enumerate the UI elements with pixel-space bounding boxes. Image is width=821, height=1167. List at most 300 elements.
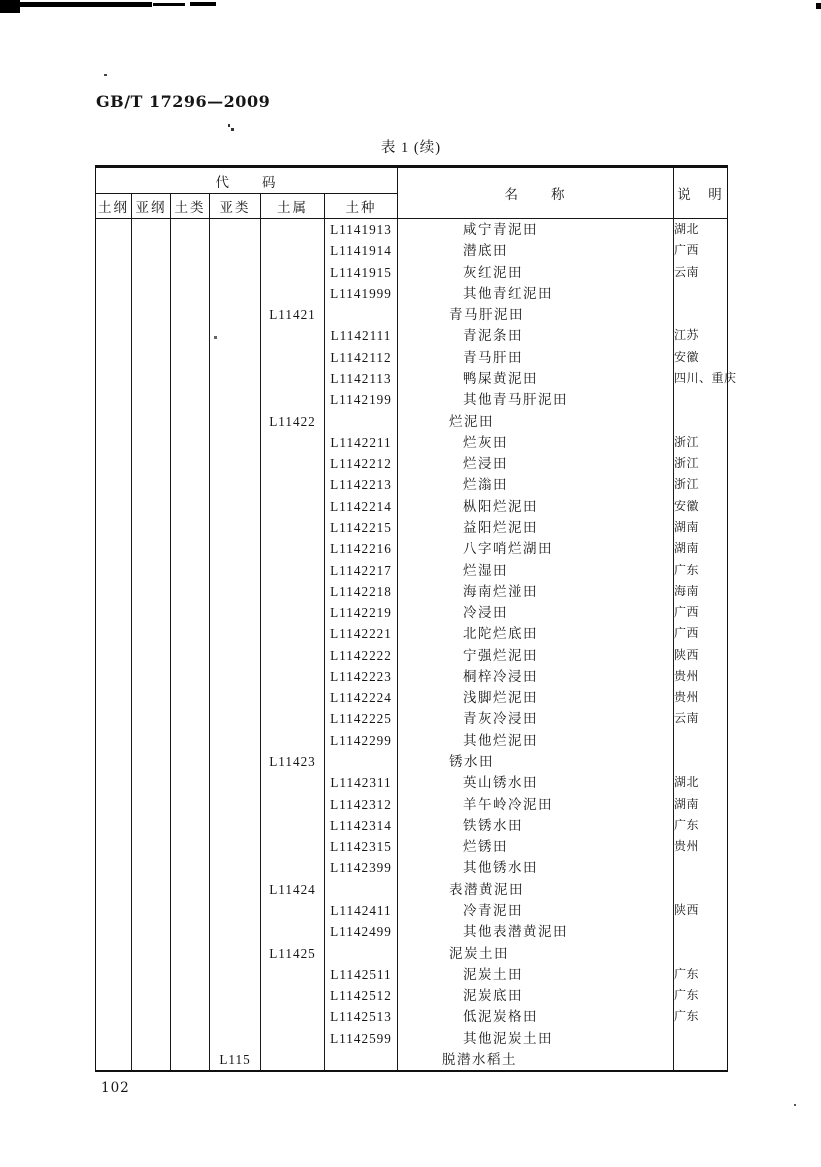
cell-name: 其他泥炭土田 [398,1028,674,1049]
cell-empty [261,538,325,559]
cell-name: 鸭屎黄泥田 [398,368,674,389]
cell-empty [96,751,132,772]
table-body [96,219,737,1072]
table-row [96,921,728,942]
cell-note: 广东 [674,1006,728,1027]
cell-empty [261,623,325,644]
cell-name: 灰红泥田 [398,262,674,283]
cell-code-zhong: L1141914 [325,240,398,261]
cell-empty [210,687,261,708]
cell-empty [96,964,132,985]
cell-empty [261,347,325,368]
cell-empty [261,985,325,1006]
cell-empty [171,666,210,687]
cell-name: 泥炭土田 [398,964,674,985]
cell-empty [261,815,325,836]
cell-empty [132,1049,171,1071]
cell-code-yalei: L115 [210,1049,261,1071]
cell-empty [96,857,132,878]
cell-empty [210,474,261,495]
cell-empty [132,347,171,368]
cell-note: 湖南 [674,538,728,559]
cell-code-zhong: L1142112 [325,347,398,368]
cell-note: 广西 [674,602,728,623]
cell-empty [132,432,171,453]
cell-empty [96,1049,132,1071]
cell-code-zhong: L1142218 [325,581,398,602]
cell-empty [96,985,132,1006]
col-header-name: 名 称 [398,167,674,219]
cell-empty [171,857,210,878]
cell-empty [132,453,171,474]
cell-name: 泥炭底田 [398,985,674,1006]
table-row [96,602,728,623]
cell-empty [96,325,132,346]
cell-name: 泥炭土田 [398,943,674,964]
table-row [96,368,728,389]
cell-note [674,411,728,432]
cell-empty [261,964,325,985]
cell-empty [210,708,261,729]
cell-empty [96,432,132,453]
cell-empty [171,964,210,985]
cell-empty [210,602,261,623]
cell-empty [210,219,261,241]
cell-empty [210,879,261,900]
cell-code-zhong: L1142512 [325,985,398,1006]
cell-name: 烂锈田 [398,836,674,857]
cell-empty [210,347,261,368]
table-row [96,943,728,964]
cell-note: 广东 [674,985,728,1006]
standard-number: GB/T 17296—2009 [96,92,271,111]
cell-empty [132,496,171,517]
cell-code-shu: L11424 [261,879,325,900]
cell-empty [261,836,325,857]
cell-empty [171,602,210,623]
cell-empty [261,368,325,389]
col-header-yalei: 亚类 [210,194,261,219]
cell-code-shu: L11421 [261,304,325,325]
cell-empty [210,645,261,666]
cell-empty [171,411,210,432]
cell-empty [171,283,210,304]
cell-empty [261,517,325,538]
cell-empty [261,900,325,921]
cell-empty [132,879,171,900]
cell-empty [96,794,132,815]
cell-empty [261,432,325,453]
cell-empty [96,687,132,708]
cell-empty [132,219,171,241]
table-row [96,581,728,602]
cell-empty [210,964,261,985]
cell-name: 冷青泥田 [398,900,674,921]
cell-empty [325,943,398,964]
col-header-note: 说 明 [674,167,728,219]
cell-empty [171,794,210,815]
cell-empty [96,900,132,921]
cell-empty [261,262,325,283]
table-row [96,794,728,815]
cell-empty [210,262,261,283]
cell-empty [96,411,132,432]
cell-empty [132,262,171,283]
cell-empty [132,943,171,964]
cell-empty [171,453,210,474]
cell-note: 云南 [674,708,728,729]
table-row [96,325,728,346]
cell-note: 海南 [674,581,728,602]
cell-code-zhong: L1142221 [325,623,398,644]
table-row [96,964,728,985]
cell-name: 锈水田 [398,751,674,772]
cell-empty [132,794,171,815]
cell-empty [171,815,210,836]
cell-empty [132,921,171,942]
cell-empty [171,772,210,793]
cell-empty [171,368,210,389]
table-row [96,1028,728,1049]
cell-empty [210,304,261,325]
cell-note: 贵州 [674,836,728,857]
cell-empty [132,645,171,666]
cell-code-zhong: L1142399 [325,857,398,878]
cell-empty [210,772,261,793]
cell-name: 浅脚烂泥田 [398,687,674,708]
cell-empty [210,836,261,857]
cell-empty [96,517,132,538]
table-row [96,304,728,325]
table-row [96,836,728,857]
cell-empty [171,325,210,346]
table-row [96,560,728,581]
cell-empty [132,900,171,921]
cell-code-shu: L11425 [261,943,325,964]
cell-empty [171,708,210,729]
cell-note [674,283,728,304]
cell-empty [210,325,261,346]
cell-code-zhong: L1142312 [325,794,398,815]
scan-artifact [794,1104,796,1106]
cell-empty [261,1006,325,1027]
header-row-group [96,167,728,194]
cell-note [674,1028,728,1049]
cell-empty [171,1006,210,1027]
scan-artifact [231,128,234,131]
cell-empty [171,900,210,921]
cell-empty [261,581,325,602]
cell-note: 陕西 [674,645,728,666]
cell-code-zhong: L1142217 [325,560,398,581]
cell-code-zhong: L1142411 [325,900,398,921]
cell-empty [96,453,132,474]
cell-empty [171,432,210,453]
cell-code-zhong: L1142113 [325,368,398,389]
table-title: 表 1 (续) [380,140,442,156]
cell-empty [261,687,325,708]
cell-name: 青灰冷浸田 [398,708,674,729]
scan-artifact [153,3,185,6]
cell-empty [96,368,132,389]
cell-empty [96,708,132,729]
cell-code-zhong: L1142215 [325,517,398,538]
cell-empty [171,623,210,644]
table-row [96,687,728,708]
cell-name: 海南烂湴田 [398,581,674,602]
cell-note: 陕西 [674,900,728,921]
cell-note: 安徽 [674,496,728,517]
cell-code-zhong: L1142299 [325,730,398,751]
cell-empty [132,240,171,261]
cell-name: 青马肝田 [398,347,674,368]
cell-empty [210,560,261,581]
table-row [96,453,728,474]
cell-code-zhong: L1142499 [325,921,398,942]
cell-empty [171,304,210,325]
cell-empty [171,347,210,368]
table-row [96,815,728,836]
cell-code-zhong: L1141999 [325,283,398,304]
cell-code-zhong: L1141913 [325,219,398,241]
cell-code-zhong: L1142223 [325,666,398,687]
cell-empty [132,964,171,985]
cell-name: 潜底田 [398,240,674,261]
col-header-tushu: 土属 [261,194,325,219]
cell-note [674,389,728,410]
cell-empty [96,538,132,559]
cell-empty [132,708,171,729]
cell-code-shu: L11422 [261,411,325,432]
cell-empty [171,496,210,517]
cell-empty [132,751,171,772]
cell-empty [210,496,261,517]
cell-empty [96,560,132,581]
cell-note [674,1049,728,1071]
cell-name: 低泥炭格田 [398,1006,674,1027]
cell-name: 烂泥田 [398,411,674,432]
cell-empty [261,325,325,346]
cell-empty [261,240,325,261]
cell-empty [210,240,261,261]
cell-empty [325,879,398,900]
cell-code-zhong: L1142314 [325,815,398,836]
table-row [96,411,728,432]
cell-empty [210,283,261,304]
cell-empty [96,836,132,857]
cell-empty [132,581,171,602]
cell-empty [210,623,261,644]
cell-name: 烂滃田 [398,474,674,495]
cell-empty [96,219,132,241]
cell-empty [210,730,261,751]
table-row [96,517,728,538]
cell-name: 其他表潜黄泥田 [398,921,674,942]
cell-empty [132,560,171,581]
cell-empty [96,240,132,261]
col-header-code-group: 代 码 [96,167,398,194]
table-row [96,645,728,666]
cell-code-zhong: L1142199 [325,389,398,410]
cell-empty [261,857,325,878]
cell-name: 八字哨烂湖田 [398,538,674,559]
cell-empty [261,1049,325,1071]
cell-empty [96,389,132,410]
cell-empty [261,645,325,666]
cell-empty [171,474,210,495]
cell-code-zhong: L1141915 [325,262,398,283]
cell-note: 湖南 [674,794,728,815]
cell-note: 贵州 [674,687,728,708]
cell-empty [132,815,171,836]
cell-empty [132,836,171,857]
cell-name: 脱潜水稻土 [398,1049,674,1071]
cell-empty [210,943,261,964]
cell-note: 广西 [674,623,728,644]
table-row [96,772,728,793]
cell-empty [210,666,261,687]
cell-empty [96,304,132,325]
cell-empty [132,1006,171,1027]
cell-empty [261,389,325,410]
cell-note: 云南 [674,262,728,283]
cell-empty [261,708,325,729]
table-row [96,623,728,644]
cell-empty [261,283,325,304]
cell-empty [210,453,261,474]
cell-empty [261,794,325,815]
cell-name: 益阳烂泥田 [398,517,674,538]
cell-code-zhong: L1142599 [325,1028,398,1049]
table-row [96,879,728,900]
table-row [96,857,728,878]
cell-name: 其他锈水田 [398,857,674,878]
cell-empty [96,581,132,602]
cell-note: 安徽 [674,347,728,368]
table-row [96,283,728,304]
cell-code-zhong: L1142222 [325,645,398,666]
cell-empty [171,517,210,538]
cell-note [674,921,728,942]
cell-name: 宁强烂泥田 [398,645,674,666]
cell-code-zhong: L1142224 [325,687,398,708]
cell-note: 湖南 [674,517,728,538]
cell-empty [261,666,325,687]
cell-empty [132,730,171,751]
cell-empty [210,517,261,538]
cell-empty [96,943,132,964]
cell-name: 青泥条田 [398,325,674,346]
cell-empty [171,219,210,241]
page-number: 102 [101,1080,130,1096]
table-row [96,985,728,1006]
cell-empty [171,921,210,942]
cell-note: 广东 [674,964,728,985]
cell-empty [210,411,261,432]
cell-name: 其他青红泥田 [398,283,674,304]
cell-note [674,857,728,878]
cell-empty [171,1049,210,1071]
cell-note [674,879,728,900]
table-row [96,496,728,517]
cell-empty [261,474,325,495]
cell-note: 湖北 [674,772,728,793]
cell-empty [132,623,171,644]
cell-empty [171,730,210,751]
cell-name: 烂浸田 [398,453,674,474]
cell-code-zhong: L1142213 [325,474,398,495]
cell-name: 桐梓冷浸田 [398,666,674,687]
cell-name: 冷浸田 [398,602,674,623]
cell-empty [132,666,171,687]
table-row [96,262,728,283]
cell-note: 浙江 [674,474,728,495]
cell-empty [96,666,132,687]
cell-empty [261,219,325,241]
cell-empty [132,389,171,410]
cell-note: 贵州 [674,666,728,687]
table-row [96,730,728,751]
table-row [96,708,728,729]
cell-note: 浙江 [674,453,728,474]
cell-code-zhong: L1142311 [325,772,398,793]
cell-empty [171,262,210,283]
cell-name: 青马肝泥田 [398,304,674,325]
cell-code-zhong: L1142511 [325,964,398,985]
scan-artifact [104,74,107,76]
cell-empty [210,857,261,878]
cell-empty [171,1028,210,1049]
cell-name: 烂湿田 [398,560,674,581]
cell-empty [210,1028,261,1049]
cell-name: 英山锈水田 [398,772,674,793]
cell-empty [171,943,210,964]
cell-code-zhong: L1142513 [325,1006,398,1027]
cell-empty [210,538,261,559]
cell-empty [210,815,261,836]
table-row [96,240,728,261]
cell-code-zhong: L1142219 [325,602,398,623]
cell-code-zhong: L1142111 [325,325,398,346]
cell-empty [171,240,210,261]
cell-empty [132,325,171,346]
cell-empty [171,581,210,602]
cell-empty [132,474,171,495]
cell-empty [96,1028,132,1049]
cell-empty [261,453,325,474]
cell-empty [325,1049,398,1071]
cell-empty [325,304,398,325]
cell-empty [171,645,210,666]
cell-empty [96,1006,132,1027]
cell-empty [210,921,261,942]
cell-empty [132,368,171,389]
cell-empty [171,560,210,581]
cell-empty [210,751,261,772]
scan-artifact [228,124,230,127]
cell-name: 咸宁青泥田 [398,219,674,241]
cell-empty [96,921,132,942]
col-header-tulei: 土类 [171,194,210,219]
table-row [96,751,728,772]
table-row [96,474,728,495]
cell-empty [132,517,171,538]
table-row [96,1006,728,1027]
col-header-tuzhong: 土种 [325,194,398,219]
cell-name: 烂灰田 [398,432,674,453]
cell-empty [171,836,210,857]
cell-empty [96,815,132,836]
